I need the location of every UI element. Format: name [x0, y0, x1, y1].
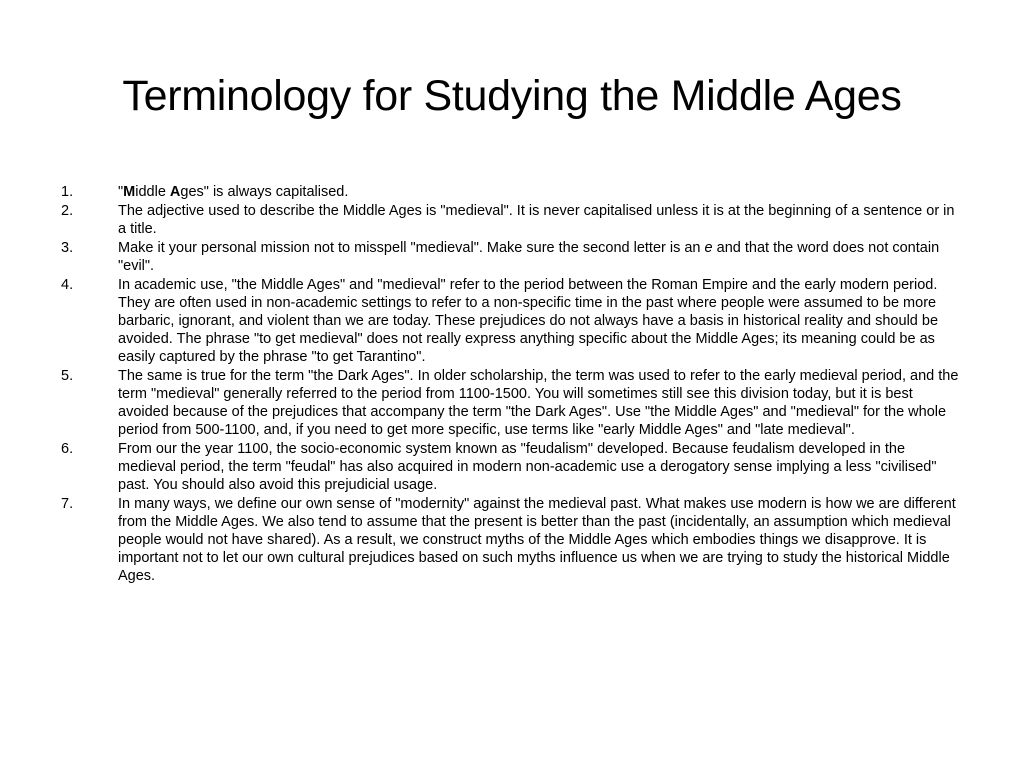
list-text [118, 239, 966, 275]
bold-letter: A [169, 184, 181, 200]
list-text: The same is true for the term "the Dark Ages". In older scholarship, the term was used to refer to the early medieval period, and the term "medieval" generally referred to the period from 1100-1500. You will sometimes still see this division today, but it is best avoided because of the prejudices that accompany the term "the Dark Ages". Use "the Middle Ages" and "medieval" for the whole period from 500-1100, and, if you need to get more specific, use terms like "early Middle Ages" and "late medieval". [118, 368, 959, 438]
text-segment: Make it your personal mission not to misspell "medieval". Make sure the second letter is an [118, 240, 705, 256]
text-segment: and that the word does not contain "evil". [118, 240, 940, 274]
list-item [61, 276, 966, 366]
text-segment: " [118, 184, 124, 200]
list-item [61, 367, 966, 439]
list-number: 7. [61, 496, 74, 512]
list-text: In academic use, "the Middle Ages" and "medieval" refer to the period between the Roman Empire and the early modern period. They are often used in non-academic settings to refer to a non-specific time in the past where people were assumed to be more barbaric, ignorant, and violent than we are today. These prejudices do not always have a basis in historical reality and should be avoided. The phrase "to get medieval" does not really express anything specific about the Middle Ages; its meaning could be as easily captured by the phrase "to get Tarantino". [118, 277, 939, 365]
list-number: 2. [61, 203, 74, 219]
list-number: 1. [61, 184, 74, 200]
list-text: The adjective used to describe the Middle Ages is "medieval". It is never capitalised unless it is at the beginning of a sentence or in a title. [118, 203, 955, 237]
italic-letter: e [704, 240, 713, 256]
slide-title: Terminology for Studying the Middle Ages [122, 72, 902, 120]
numbered-list [61, 183, 966, 586]
list-text: In many ways, we define our own sense of "modernity" against the medieval past. What makes use modern is how we are different from the Middle Ages. We also tend to assume that the present is better than the past (incidentally, an assumption which medieval people would not have shared). As a result, we construct myths of the Middle Ages which embodies things we disapprove. It is important not to let our own cultural prejudices based on such myths influence us when we are trying to study the historical Middle Ages. [118, 496, 956, 584]
text-segment: iddle [135, 184, 170, 200]
list-text [118, 183, 966, 201]
list-item [61, 239, 966, 275]
list-item [61, 495, 966, 585]
list-number: 4. [61, 277, 74, 293]
list-item [61, 440, 966, 494]
list-number: 5. [61, 368, 74, 384]
bold-letter: M [123, 184, 136, 200]
list-item [61, 202, 966, 238]
list-number: 6. [61, 441, 74, 457]
text-segment: ges" is always capitalised. [180, 184, 349, 200]
list-item [61, 183, 966, 201]
list-text: From our the year 1100, the socio-economic system known as "feudalism" developed. Because feudalism developed in the medieval period, the term "feudal" has also acquired in modern non-academic use a derogatory sense implying a less "civilised" past. You should also avoid this prejudicial usage. [118, 441, 937, 493]
list-number: 3. [61, 240, 74, 256]
